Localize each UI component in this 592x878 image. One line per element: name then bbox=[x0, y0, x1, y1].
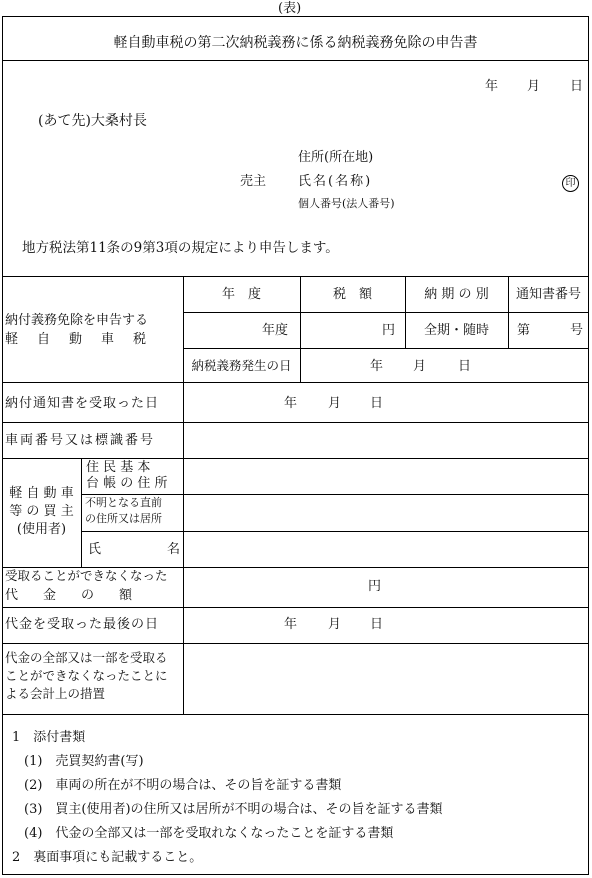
notice-received-month[interactable]: 月 bbox=[328, 396, 342, 411]
last-payment-day[interactable]: 日 bbox=[370, 617, 384, 632]
buyer-name-label-left: 氏 bbox=[88, 542, 102, 557]
last-payment-date-label: 代金を受取った最後の日 bbox=[5, 617, 160, 632]
table-hline bbox=[2, 607, 589, 608]
notice-number-suffix: 号 bbox=[570, 323, 584, 338]
exempt-tax-label-line1: 納付義務免除を申告する bbox=[5, 313, 149, 328]
table-vline bbox=[81, 458, 82, 567]
buyer-unknown-address-label-line2: の住所又は居所 bbox=[85, 512, 162, 525]
buyer-label-line3: (使用者) bbox=[16, 522, 67, 537]
note-1-item-1: (1) 売買契約書(写) bbox=[24, 754, 144, 769]
seller-id-label: 個人番号(法人番号) bbox=[298, 197, 395, 210]
seller-address-label: 住所(所在地) bbox=[298, 150, 374, 165]
note-1-heading: 1 添付書類 bbox=[12, 730, 86, 745]
notice-received-day[interactable]: 日 bbox=[370, 396, 384, 411]
buyer-label-line2: 等 の 買 主 bbox=[9, 504, 74, 519]
accounting-label-line1: 代金の全部又は一部を受取る bbox=[5, 650, 168, 665]
note-1-item-4: (4) 代金の全部又は一部を受取れなくなったことを証する書類 bbox=[24, 826, 394, 841]
buyer-unknown-address-label-line1: 不明となる直前 bbox=[85, 496, 162, 509]
notice-received-label: 納付通知書を受取った日 bbox=[5, 396, 160, 411]
note-1-item-3: (3) 買主(使用者)の住所又は居所が不明の場合は、その旨を証する書類 bbox=[24, 802, 443, 817]
accounting-field[interactable] bbox=[190, 650, 580, 708]
header-tax-amount: 税 額 bbox=[332, 287, 372, 302]
obligation-date-day[interactable]: 日 bbox=[458, 359, 472, 374]
header-fiscal-year: 年 度 bbox=[221, 287, 261, 302]
uncollectable-label-line2: 代 金 の 額 bbox=[5, 588, 139, 603]
header-payment-period: 納 期 の 別 bbox=[424, 287, 489, 302]
table-hline bbox=[2, 714, 589, 715]
note-1-item-2: (2) 車両の所在が不明の場合は、その旨を証する書類 bbox=[24, 778, 342, 793]
table-hline bbox=[2, 458, 589, 459]
divider bbox=[2, 276, 589, 277]
payment-period-field[interactable]: 全期・随時 bbox=[423, 323, 489, 338]
table-hline bbox=[2, 643, 589, 644]
last-payment-year[interactable]: 年 bbox=[284, 617, 298, 632]
form-title: 軽自動車税の第二次納税義務に係る納税義務免除の申告書 bbox=[113, 35, 478, 51]
header-notice-number: 通知書番号 bbox=[515, 287, 581, 302]
table-hline bbox=[183, 312, 589, 313]
table-hline bbox=[2, 422, 589, 423]
table-hline bbox=[81, 494, 589, 495]
note-2: 2 裏面事項にも記載すること。 bbox=[12, 850, 203, 865]
notice-number-prefix: 第 bbox=[517, 323, 531, 338]
buyer-unknown-address-field[interactable] bbox=[190, 499, 580, 525]
table-hline bbox=[2, 382, 589, 383]
seal-mark: 印 bbox=[562, 175, 579, 192]
buyer-registered-address-field[interactable] bbox=[190, 463, 580, 489]
tax-amount-field[interactable]: 円 bbox=[382, 323, 396, 338]
page-side-mark: (表) bbox=[278, 1, 302, 16]
buyer-label-line1: 軽 自 動 車 bbox=[9, 486, 74, 501]
date-month-label: 月 bbox=[527, 79, 541, 94]
obligation-date-year[interactable]: 年 bbox=[370, 359, 384, 374]
buyer-registered-address-label-line2: 台 帳 の 住 所 bbox=[86, 476, 168, 491]
buyer-name-field[interactable] bbox=[190, 536, 580, 562]
seller-name-label: 氏名(名称) bbox=[298, 174, 373, 189]
table-hline bbox=[81, 531, 589, 532]
date-day-label: 日 bbox=[570, 79, 584, 94]
vehicle-number-field[interactable] bbox=[190, 428, 580, 452]
date-year-label: 年 bbox=[485, 79, 499, 94]
fiscal-year-field[interactable]: 年度 bbox=[262, 323, 289, 338]
exempt-tax-label-text: 軽自動車税 bbox=[5, 332, 166, 347]
addressee: (あて先)大桑村長 bbox=[38, 113, 147, 129]
accounting-label-line2: ことができなくなったことに bbox=[5, 668, 168, 683]
exempt-tax-label-line2 bbox=[5, 333, 177, 346]
statement: 地方税法第11条の9第3項の規定により申告します。 bbox=[22, 240, 339, 256]
accounting-label-line3: よる会計上の措置 bbox=[5, 686, 106, 701]
seller-role: 売主 bbox=[240, 174, 267, 189]
obligation-date-label: 納税義務発生の日 bbox=[191, 358, 292, 373]
uncollectable-label-line1: 受取ることができなくなった bbox=[5, 568, 168, 583]
divider bbox=[2, 60, 589, 61]
table-vline bbox=[183, 276, 184, 714]
notice-received-year[interactable]: 年 bbox=[284, 396, 298, 411]
table-hline bbox=[183, 348, 589, 349]
obligation-date-month[interactable]: 月 bbox=[413, 359, 427, 374]
uncollectable-amount-field[interactable]: 円 bbox=[368, 579, 382, 594]
vehicle-number-label: 車両番号又は標識番号 bbox=[5, 433, 156, 448]
buyer-name-label-right: 名 bbox=[167, 542, 181, 557]
last-payment-month[interactable]: 月 bbox=[328, 617, 342, 632]
buyer-registered-address-label-line1: 住 民 基 本 bbox=[86, 460, 151, 475]
